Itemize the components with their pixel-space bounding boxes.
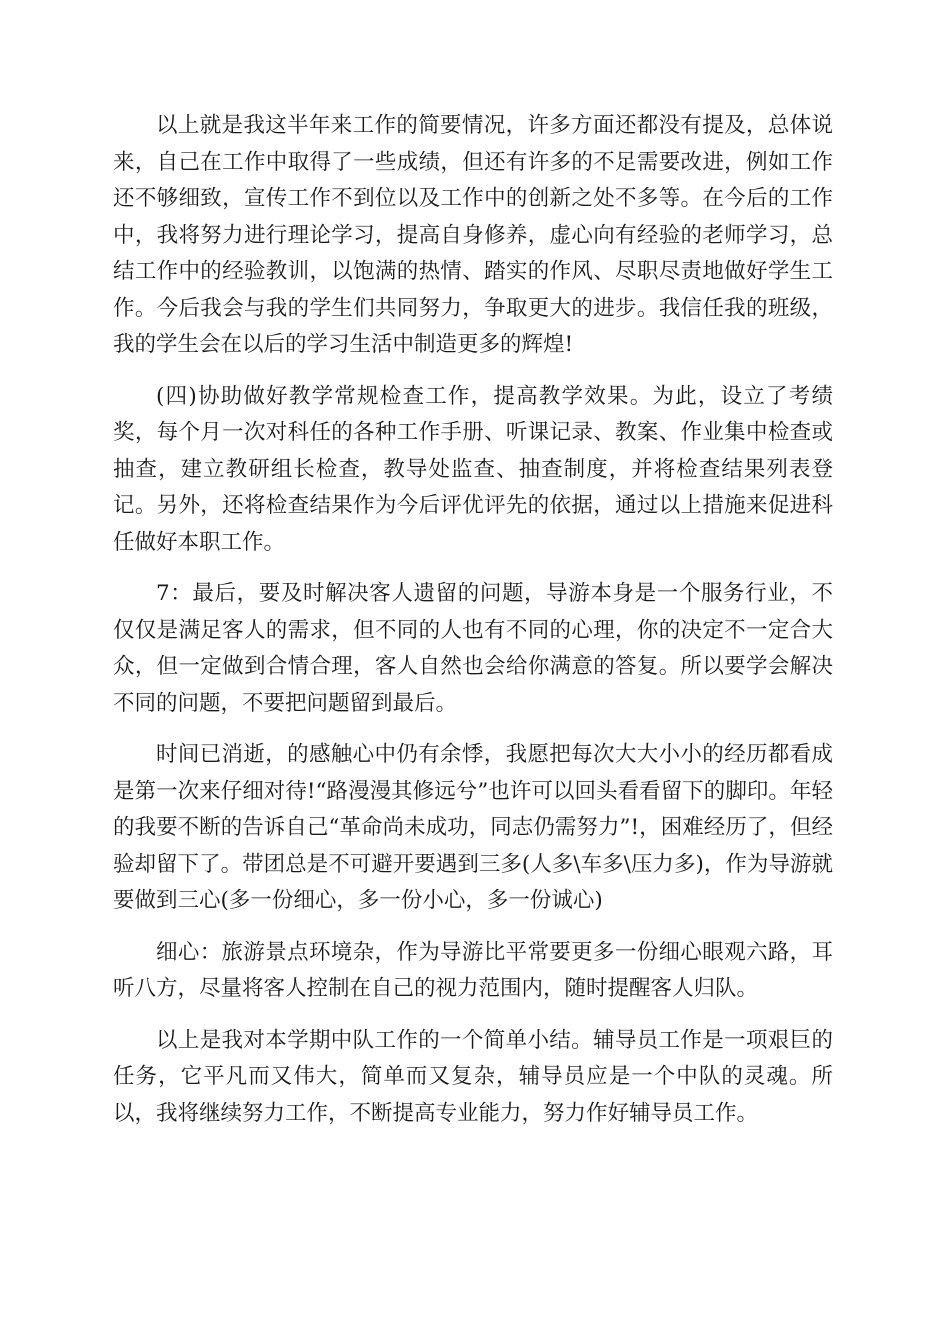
paragraph-work-summary: 以上就是我这半年来工作的简要情况，许多方面还都没有提及，总体说来，自己在工作中取得了一些成绩，但还有许多的不足需要改进，例如工作还不够细致，宣传工作不到位以及工作中的创新之处不多等。在今后的工作中，我将努力进行理论学习，提高自身修养，虚心向有经验的老师学习，总结工作中的经验教训，以饱满的热情、踏实的作风、尽职尽责地做好学生工作。今后我会与我的学生们共同努力，争取更大的进步。我信任我的班级，我的学生会在以后的学习生活中制造更多的辉煌! xyxy=(113,113,833,357)
paragraph-carefulness: 细心：旅游景点环境杂，作为导游比平常要更多一份细心眼观六路，耳听八方，尽量将客人控制在自己的视力范围内，随时提醒客人归队。 xyxy=(113,939,833,1001)
paragraph-teaching-inspection: (四)协助做好教学常规检查工作，提高教学效果。为此，设立了考绩奖，每个月一次对科任的各种工作手册、听课记录、教案、作业集中检查或抽查，建立教研组长检查，教导处监查、抽查制度，并将检查结果列表登记。另外，还将检查结果作为今后评优评先的依据，通过以上措施来促进科任做好本职工作。 xyxy=(113,383,833,555)
document-body xyxy=(113,108,833,1147)
paragraph-conclusion: 以上是我对本学期中队工作的一个简单小结。辅导员工作是一项艰巨的任务，它平凡而又伟大，简单而又复杂，辅导员应是一个中队的灵魂。所以，我将继续努力工作，不断提高专业能力，努力作好辅导员工作。 xyxy=(113,1027,833,1126)
paragraph-reflection: 时间已消逝，的感触心中仍有余悸，我愿把每次大大小小的经历都看成是第一次来仔细对待!“路漫漫其修远兮”也许可以回头看看留下的脚印。年轻的我要不断的告诉自己“革命尚未成功，同志仍需努力”!，困难经历了，但经验却留下了。带团总是不可避开要遇到三多(人多\车多\压力多)，作为导游就要做到三心(多一份细心，多一份小心，多一份诚心) xyxy=(113,742,833,913)
paragraph-guest-issues: 7：最后，要及时解决客人遗留的问题，导游本身是一个服务行业，不仅仅是满足客人的需求，但不同的人也有不同的心理，你的决定不一定合大众，但一定做到合情合理，客人自然也会给你满意的答复。所以要学会解决不同的问题，不要把问题留到最后。 xyxy=(113,581,833,716)
